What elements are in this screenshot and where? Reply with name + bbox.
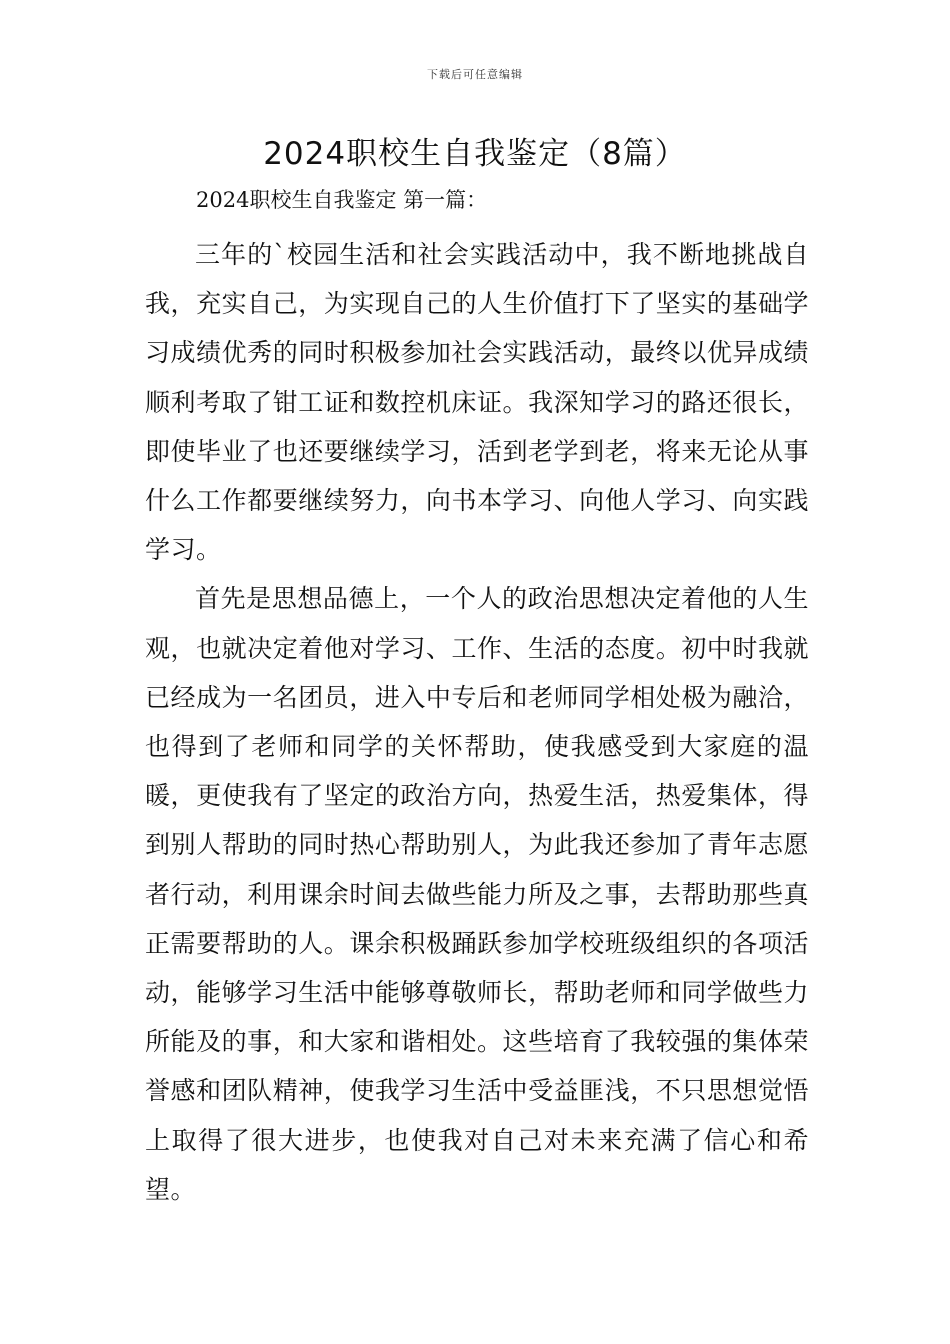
body-text	[145, 230, 809, 1214]
document-title: 2024职校生自我鉴定（8篇）	[263, 136, 687, 172]
paragraph: 首先是思想品德上，一个人的政治思想决定着他的人生观，也就决定着他对学习、工作、生活的态度。初中时我就已经成为一名团员，进入中专后和老师同学相处极为融洽，也得到了老师和同学的关怀帮助，使我感受到大家庭的温暖，更使我有了坚定的政治方向，热爱生活，热爱集体，得到别人帮助的同时热心帮助别人，为此我还参加了青年志愿者行动，利用课余时间去做些能力所及之事，去帮助那些真正需要帮助的人。课余积极踊跃参加学校班级组织的各项活动，能够学习生活中能够尊敬师长，帮助老师和同学做些力所能及的事，和大家和谐相处。这些培育了我较强的集体荣誉感和团队精神，使我学习生活中受益匪浅，不只思想觉悟上取得了很大进步，也使我对自己对未来充满了信心和希望。	[145, 584, 809, 1204]
paragraph: 三年的`校园生活和社会实践活动中，我不断地挑战自我，充实自己，为实现自己的人生价值打下了坚实的基础学习成绩优秀的同时积极参加社会实践活动，最终以优异成绩顺利考取了钳工证和数控机床证。我深知学习的路还很长，即使毕业了也还要继续学习，活到老学到老，将来无论从事什么工作都要继续努力，向书本学习、向他人学习、向实践学习。	[145, 240, 809, 565]
section-heading: 2024职校生自我鉴定 第一篇：	[196, 188, 488, 212]
header-note: 下载后可任意编辑	[427, 68, 523, 81]
